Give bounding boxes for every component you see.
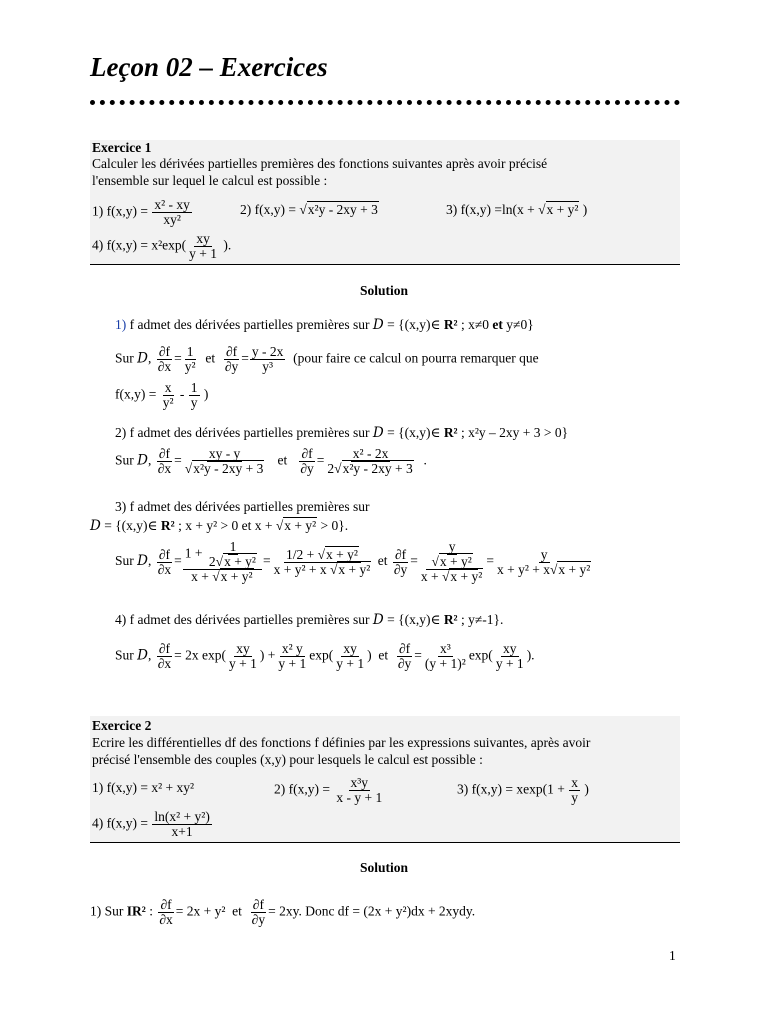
domain-symbol: D [137,553,148,570]
page-title: Leçon 02 – Exercices [90,52,328,82]
sol1-part2-derivatives: Sur D, $\frac{\partial f}{\partial x}$ = $\frac{xy - y}{\text{√x²y - 2xy + 3}}$ et $\frac{\partial f}{\partial y}$ = $\frac{\text{x² - 2x}}{\text{2√x²y - 2xy + 3}}$ . [115,446,427,476]
lhs: 3) f(x,y) = xexp(1 + [457,781,565,797]
sol2-part1 [90,898,475,927]
s1-fy: = 2xy. Donc df = (2x + y²)dx + 2xydy. [268,903,476,919]
solution-1-heading: Solution [359,283,409,298]
sol3-fy-value [419,540,485,584]
fx-part-b: ) + [259,647,276,663]
numerator: xy [236,641,250,656]
sol1-part1-domain-a: = {(x,y)∈ [383,317,444,332]
remark-frac-1 [161,381,176,410]
real-plane-symbol: R² [443,317,458,332]
sol3-fx-value [183,540,262,584]
sol3-fx-value-2 [272,548,374,577]
sol2-fx-value: $\frac{xy - y}{\text{√x²y - 2xy + 3}}$ [184,446,264,476]
page-number: 1 [669,948,676,963]
prefix: x + y² + x√ [496,561,558,577]
denominator: x - y + 1 [336,790,383,805]
exercise-1-prompt-line-1: Calculer les dérivées partielles premières des fonctions suivantes après avoir précisé [92,156,548,171]
f1-numerator: x² - xy [154,197,190,212]
prefix: x + y² + x √ [273,561,338,577]
domain-b: ; x²y – 2xy + 3 > 0} [457,425,569,440]
exercise-1-heading: Exercice 1 [92,140,152,155]
domain-a: = {(x,y)∈ [383,612,444,627]
s1-a: 1) Sur [90,903,127,919]
exercise-1-function-1 [92,198,193,227]
remark-lhs: f(x,y) = [115,386,157,402]
sol1-part1-number: 1) [115,317,127,332]
et-label: et [205,350,216,366]
sol1-part1-domain-c: y≠0} [502,317,534,332]
sur-label: Sur [115,553,138,569]
partial-f: ∂f [394,546,407,562]
sol1-part4-derivatives: Sur D, $\frac{\partial f}{\partial x}$ = 2x exp( $\frac{xy}{y + 1}$ ) + $\frac{\text{x² y}}{y + 1}$ exp( $\frac{xy}{y + 1}$ ) et $\frac{\partial f}{\partial y}$ = $\frac{\text{x³}}{\text{(y + 1)²}}$ exp( $\frac{xy}{y + 1}$ ). [115,641,535,671]
numerator: xy [343,641,357,656]
prefix: 2√ [208,554,224,569]
f4-fraction [187,232,219,261]
remark-end: ) [203,386,209,402]
sol1-part3-statement: 3) f admet des dérivées partielles premières sur [115,499,370,514]
partial-f: ∂f [158,344,171,359]
solution-2-heading: Solution [359,860,409,875]
s1-b: : [145,903,153,919]
partial-f: ∂f [158,641,171,656]
denominator: y + 1 [278,656,307,671]
partial-f: ∂f [252,897,264,912]
prefix: 1/2 + √ [286,546,326,562]
denominator: y + 1 [495,656,524,671]
sol1-fx-value [183,345,198,374]
sol1-part1-derivatives: Sur D, $\frac{\partial f}{\partial x}$ = $\frac{1}{\text{y²}}$ et $\frac{\partial f}{\partial y}$ = $\frac{y - 2x}{\text{y³}}$ (pour faire ce calcul on pourra remarquer que [115,344,539,374]
prefix: 2√ [327,461,342,476]
partial-y: ∂y [397,656,412,671]
partial-x: ∂x [157,359,172,374]
prefix: x + √ [420,569,450,584]
sol1-part4-statement [115,612,503,628]
fx-part-d: ) [367,647,372,663]
numerator: x² y [281,641,303,656]
partial-y: ∂y [300,461,314,476]
sur-label: Sur [115,350,138,366]
partial-f: ∂f [398,641,411,656]
sol1-part3-domain [90,518,348,534]
partial-x: ∂x [157,656,172,671]
comma: , [147,350,152,366]
sol1-part1-domain-b: ; x≠0 [457,317,493,332]
partial-y: ∂y [251,912,266,927]
inner: 1 + [184,545,203,561]
partial-f: ∂f [160,897,172,912]
comma: , [147,452,152,468]
denominator: y [190,395,198,410]
exercise-2-function-4 [92,810,213,839]
f2-lhs: 2) f(x,y) = √ [240,202,307,217]
minus: - [179,386,185,402]
numerator: y [540,546,548,562]
numerator: ln(x² + y²) [154,809,210,824]
prefix: √ [431,554,439,569]
sol1-remark-formula [115,381,208,410]
numerator: xy - y [208,446,241,461]
numerator: 1 [229,539,237,554]
partial-fx [156,447,173,476]
comma: , [147,647,152,663]
partial-x: ∂x [159,912,173,927]
denominator: y + 1 [229,656,257,671]
title-divider [90,100,680,105]
partial-fy [223,345,240,374]
partial-x: ∂x [157,461,172,476]
sol1-part2-text: 2) f admet des dérivées partielles premières sur [115,425,373,440]
radicand: x + y² [284,518,317,533]
period: . [423,452,427,468]
exercise-1-prompt-line-2: l'ensemble sur lequel le calcul est possible : [92,173,328,188]
numerator: xy [503,641,517,656]
partial-fx [156,345,173,374]
real-plane-symbol: R² [443,612,458,627]
partial-x: ∂x [157,561,172,577]
partial-y: ∂y [224,359,239,374]
radicand: x + y² [224,554,256,569]
sur-label: Sur [115,452,138,468]
partial-y: ∂y [393,561,408,577]
exercise-2-box [90,716,680,843]
denominator: y [571,790,578,805]
et-label: et [277,452,288,468]
radicand: x + y² [338,561,371,577]
exercise-2-heading: Exercice 2 [92,718,152,733]
partial-f: ∂f [158,546,171,562]
comma: , [147,553,152,569]
et-label: et [232,903,242,919]
numerator: y - 2x [251,344,284,359]
f2-radicand: x²y - 2xy + 3 [307,202,378,217]
domain-symbol: D [137,647,148,664]
partial-fx [156,548,173,577]
sol1-fy-value [250,345,286,374]
f3-end: ) [579,202,588,217]
f4-end: ). [220,237,232,253]
lhs: 4) f(x,y) = [92,815,148,831]
denominator: (y + 1)² [424,656,466,671]
domain-symbol: D [372,612,384,628]
numerator: y [448,539,456,554]
fy-end: ). [526,647,535,663]
denominator: y³ [262,359,274,374]
sol3-fy-value-2 [495,548,593,577]
domain-symbol: D [372,317,384,333]
exercise-2-function-3 [457,776,589,805]
fx-part-c: exp( [309,647,334,663]
f1-fraction [152,198,192,227]
f1-denominator: xy² [163,212,181,227]
domain-a: = {(x,y)∈ [383,425,444,440]
numerator: x [571,775,578,790]
exercise-2-function-2 [274,776,385,805]
exercise-2-prompt-line-1: Ecrire les différentielles df des fonctions f définies par les expressions suivantes, après avoir [92,735,591,750]
fy-part-c: exp( [468,647,493,663]
exercise-1-function-3 [446,202,587,218]
numerator: x³y [350,775,369,790]
numerator: 1 [190,380,198,395]
radicand: x²y - 2xy + 3 [342,461,413,476]
sol1-part3-derivatives: Sur D, $\frac{\partial f}{\partial x}$ = 1 + $\frac{1}{\text{2√x + y²}}$ x + √x + y² = $\frac{\text{1/2 + √x + y²}}{\text{x + y² + x √x + y²}}$ et $\frac{\partial f}{\partial y}$ = $\frac{\frac{y}{\text{√x + y²}}}{\text{x + √x + y²}}$ = $\frac{y}{\text{x + y² + x√x + y²}}$ [115,540,594,584]
real-plane-symbol: R² [160,518,175,533]
partial-fy [298,447,315,476]
radicand: x + y² [326,546,358,562]
and-keyword: et [492,317,503,332]
sol2-fy-value [325,447,415,476]
sol1-part4-text: 4) f admet des dérivées partielles premières sur [115,612,373,627]
domain-symbol: D [137,452,148,469]
radicand: x + y² [450,569,483,584]
numerator: x [164,380,172,395]
domain-symbol: D [90,518,101,534]
radicand: x + y² [220,569,253,584]
denominator: x+1 [171,824,193,839]
et-label: et [378,647,389,663]
exercise-1-function-2 [240,202,379,218]
fx-part-a: = 2x exp( [174,647,226,663]
denominator: y² [184,359,196,374]
numerator: 1 [186,344,194,359]
f3-radicand: x + y² [546,202,579,217]
numerator: x³ [439,641,451,656]
prefix: x + √ [191,569,220,584]
ir2-symbol: IR² [126,903,146,919]
sol1-part2-statement [115,425,568,441]
exercise-1-function-4 [92,232,231,261]
domain-symbol: D [137,350,148,367]
exercise-1-box [90,140,680,265]
f4-numerator: xy [196,231,210,246]
exercise-2-prompt-line-2: précisé l'ensemble des couples (x,y) pour lesquels le calcul est possible : [92,752,483,767]
f4-denominator: y + 1 [189,246,218,261]
partial-f: ∂f [225,344,238,359]
f3-lhs: 3) f(x,y) =ln(x + √ [446,202,546,217]
partial-fx [156,642,173,671]
domain-c: > 0}. [317,518,349,533]
partial-fy [392,548,409,577]
domain-symbol: D [372,425,384,441]
partial-fy [396,642,413,671]
denominator: y² [162,395,174,410]
numerator: x² - 2x [352,446,389,461]
sol1-remark: (pour faire ce calcul on pourra remarquer que [293,350,539,366]
radicand: x + y² [558,561,591,577]
s1-fx: = 2x + y² [175,903,226,919]
sur-label: Sur [115,647,138,663]
f4-lhs: 4) f(x,y) = x²exp( [92,237,187,253]
radicand: x + y² [439,554,472,569]
exercise-2-function-1: 1) f(x,y) = x² + xy² [92,780,195,795]
partial-f: ∂f [301,446,313,461]
radicand: x²y - 2xy + 3 [193,461,264,476]
remark-frac-2 [189,381,200,410]
lhs: 2) f(x,y) = [274,781,330,797]
domain-b: ; y≠-1}. [457,612,504,627]
sol1-part1-statement [115,317,534,333]
denominator: y + 1 [336,656,365,671]
partial-f: ∂f [158,446,171,461]
end: ) [584,781,589,797]
domain-a: = {(x,y)∈ [100,518,161,533]
et-label: et [377,553,388,569]
f1-lhs: 1) f(x,y) = [92,203,148,219]
real-plane-symbol: R² [443,425,458,440]
sol1-part1-text: f admet des dérivées partielles premières sur [126,317,373,332]
domain-b: ; x + y² > 0 et x + √ [174,518,284,533]
